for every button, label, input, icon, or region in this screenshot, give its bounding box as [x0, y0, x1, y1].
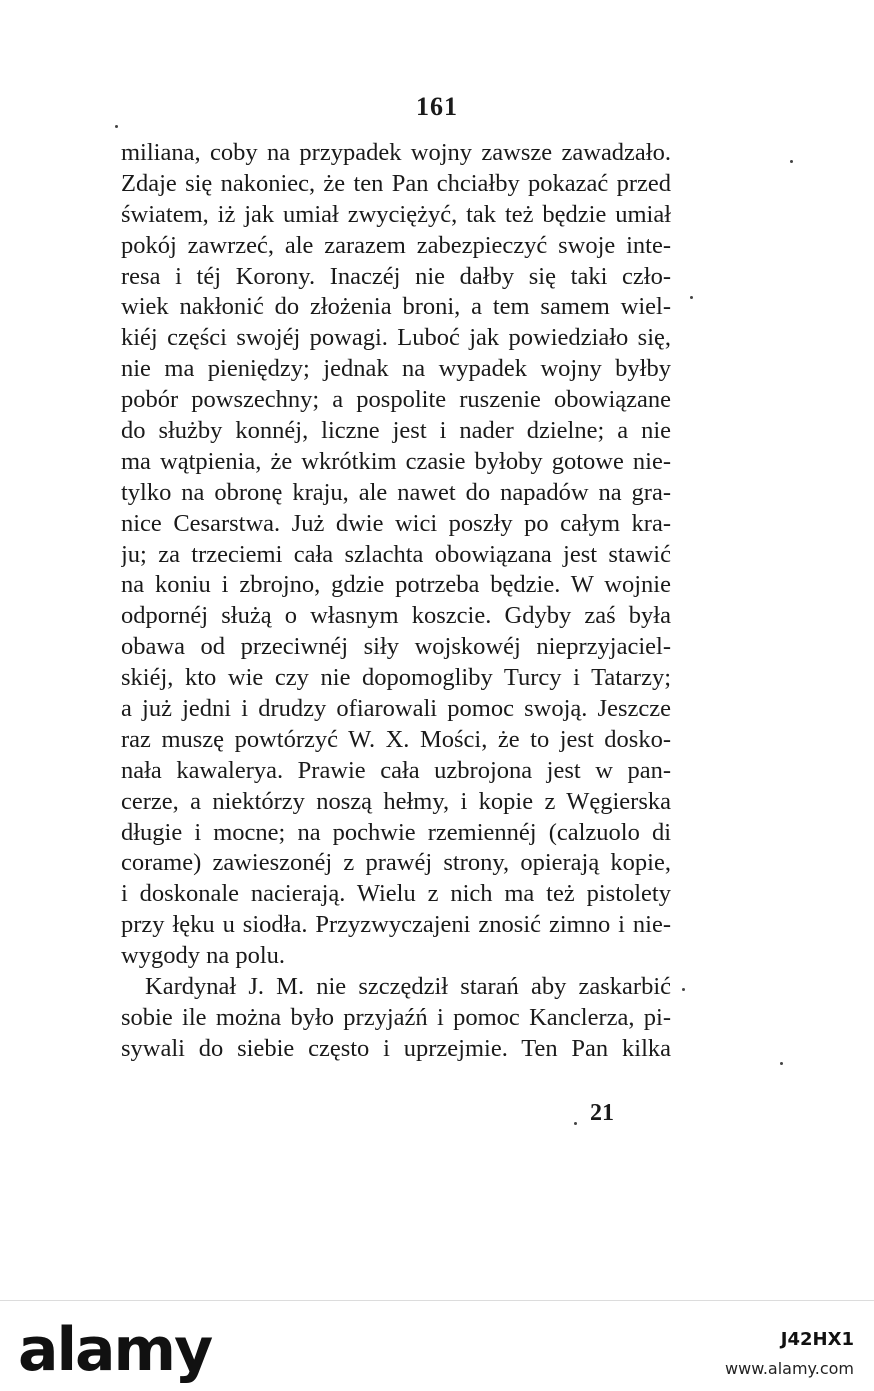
- text-line: nie ma pieniędzy; jednak na wypadek wojny byłby: [121, 355, 671, 383]
- text-line: wygody na polu.: [121, 942, 285, 970]
- text-line: Zdaje się nakoniec, że ten Pan chciałby pokazać przed: [121, 169, 671, 197]
- print-speck: [115, 125, 118, 128]
- image-id: J42HX1: [780, 1329, 854, 1350]
- text-line: sobie ile można było przyjaźń i pomoc Kanclerza, pi-: [121, 1003, 671, 1031]
- watermark-footer: [0, 1300, 874, 1391]
- text-line: przy łęku u siodła. Przyzwyczajeni znosić zimno i nie-: [121, 911, 671, 939]
- text-line: resa i téj Korony. Inaczéj nie dałby się taki czło-: [121, 262, 671, 290]
- alamy-logo: alamy: [18, 1315, 212, 1385]
- text-line: nice Cesarstwa. Już dwie wici poszły po całym kra-: [121, 509, 671, 537]
- text-line: długie i mocne; na pochwie rzemiennéj (calzuolo di: [121, 818, 671, 846]
- text-line: obawa od przeciwnéj siły wojskowéj nieprzyjaciel-: [121, 633, 671, 661]
- print-speck: [682, 988, 685, 991]
- text-line: miliana, coby na przypadek wojny zawsze zawadzało.: [121, 139, 671, 166]
- text-line: cerze, a niektórzy noszą hełmy, i kopie z Węgierska: [121, 787, 671, 815]
- text-line: ma wątpienia, że wkrótkim czasie byłoby gotowe nie-: [121, 447, 671, 475]
- text-line: corame) zawieszonéj z prawéj strony, opierają kopie,: [121, 849, 671, 877]
- body-text: [121, 138, 671, 1065]
- text-line: skiéj, kto wie czy nie dopomogliby Turcy i Tatarzy;: [121, 664, 671, 692]
- text-line: pokój zawrzeć, ale zarazem zabezpieczyć swoje inte-: [121, 231, 671, 259]
- print-speck: [574, 1122, 577, 1125]
- print-speck: [790, 160, 793, 163]
- text-line: raz muszę powtórzyć W. X. Mości, że to jest dosko-: [121, 725, 671, 753]
- site-url: www.alamy.com: [725, 1359, 854, 1378]
- text-line: a już jedni i drudzy ofiarowali pomoc swoją. Jeszcze: [121, 695, 671, 723]
- page-number: 161: [416, 92, 458, 121]
- print-speck: [780, 1062, 783, 1065]
- text-line: kiéj części swojéj powagi. Luboć jak powiedziało się,: [121, 324, 671, 352]
- text-line: odpornéj służą o własnym koszcie. Gdyby zaś była: [121, 602, 671, 630]
- text-line: na koniu i zbrojno, gdzie potrzeba będzie. W wojnie: [121, 571, 671, 599]
- text-line: i doskonale nacierają. Wielu z nich ma też pistolety: [121, 880, 671, 908]
- text-line: światem, iż jak umiał zwyciężyć, tak też będzie umiał: [121, 200, 671, 228]
- text-line: ju; za trzeciemi cała szlachta obowiązana jest stawić: [121, 540, 671, 568]
- text-line: pobór powszechny; a pospolite ruszenie obowiązane: [121, 386, 671, 414]
- text-line: tylko na obronę kraju, ale nawet do napadów na gra-: [121, 478, 671, 506]
- text-line: Kardynał J. M. nie szczędził starań aby zaskarbić: [145, 973, 671, 1001]
- signature-mark: 21: [590, 1100, 614, 1126]
- text-line: do służby konnéj, liczne jest i nader dzielne; a nie: [121, 417, 671, 445]
- text-line: wiek nakłonić do złożenia broni, a tem samem wiel-: [121, 293, 671, 321]
- print-speck: [690, 296, 693, 299]
- text-line: nała kawalerya. Prawie cała uzbrojona jest w pan-: [121, 756, 671, 784]
- text-line: sywali do siebie często i uprzejmie. Ten Pan kilka: [121, 1034, 671, 1062]
